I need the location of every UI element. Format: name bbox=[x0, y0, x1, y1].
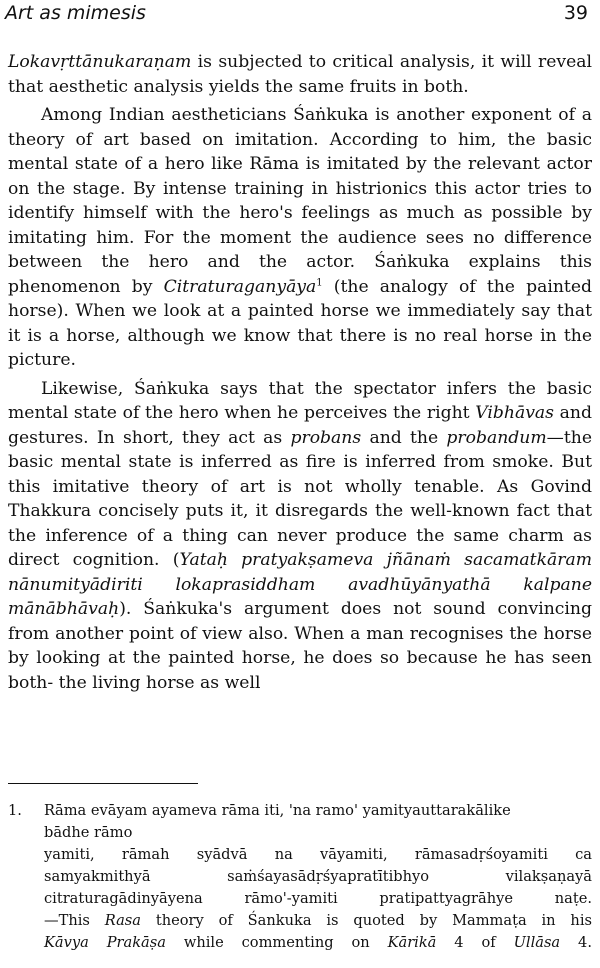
term-probandum: probandum bbox=[446, 427, 547, 448]
footnote-text: while commenting on bbox=[165, 934, 388, 951]
paragraph-2 bbox=[8, 103, 592, 373]
footnote-text: theory of Śankuka is quoted by Mammaṭa in his bbox=[140, 912, 592, 929]
term-kavya-prakasa: Kāvya Prakāṣa bbox=[44, 934, 166, 951]
footnote-text: —This bbox=[44, 912, 105, 929]
paragraph-3 bbox=[8, 377, 592, 696]
paragraph-1 bbox=[8, 50, 592, 99]
footnote-text: 4. bbox=[560, 934, 592, 951]
paragraph-1-text: is subjected to critical analysis, it will reveal that aesthetic analysis yields the same fruits in both. bbox=[8, 52, 592, 97]
paragraph-2-text-b: (the analogy of the painted horse). When we look at a painted horse we immediately say that it is a horse, although we know that there is no real horse in the picture. bbox=[8, 276, 592, 370]
footnote-line: yamiti, rāmah syādvā na vāyamiti, rāmasadṛśoyamiti ca bbox=[44, 846, 592, 863]
footnote-line: Rāma evāyam ayameva rāma iti, 'na ramo' yamityauttarakālike bbox=[44, 802, 511, 819]
paragraph-3-text-2: and gestures. In short, they act as bbox=[8, 403, 592, 448]
footnote-line bbox=[44, 932, 592, 954]
page-header bbox=[5, 2, 588, 28]
paragraph-3-text-4: —the basic mental state is inferred as fire is inferred from smoke. But this imitative theory of art is not wholly tenable. As Govind Thakkura concisely puts it, it disregards the well-known fact that the inference of a thing can never produce the same charm as direct cognition. ( bbox=[8, 427, 593, 570]
term-ullasa: Ullāsa bbox=[513, 934, 561, 951]
footnote-line: citraturagādinyāyena rāmo'-yamiti pratipattyagrāhye naṭe. bbox=[44, 890, 592, 907]
page-number: 39 bbox=[563, 2, 588, 24]
term-vibhavas: Vibhāvas bbox=[475, 403, 554, 423]
footnote-line: samyakmithyā saṁśayasādṛśyapratītibhyo vilakṣaṇayā bbox=[44, 868, 592, 885]
footnote-reference: 1 bbox=[316, 276, 323, 288]
term-rasa: Rasa bbox=[104, 912, 141, 929]
sanskrit-quotation: Yataḥ pratyakṣameva jñānaṁ sacamatkāram nānumityādiriti lokaprasiddham avadhūyānyathā kalpane mānābhāvaḥ bbox=[8, 550, 592, 619]
term-citraturaganyaya: Citraturaganyāya bbox=[163, 276, 317, 297]
footnote-1 bbox=[8, 800, 592, 954]
term-karika: Kārikā bbox=[387, 934, 437, 951]
footnote-line bbox=[44, 910, 592, 932]
paragraph-3-text-1: Likewise, Śaṅkuka says that the spectator infers the basic mental state of the hero when he perceives the right bbox=[8, 378, 592, 423]
running-title: Art as mimesis bbox=[5, 2, 146, 24]
term-lokavrttanukaranam: Lokavṛttānukaraṇam bbox=[8, 52, 192, 72]
footnote-separator bbox=[8, 783, 198, 784]
paragraph-2-text-a: Among Indian aestheticians Śaṅkuka is another exponent of a theory of art based on imitation. According to him, the basic mental state of a hero like Rāma is imitated by the relevant actor on the stage. By intense training in histrionics this actor tries to identify himself with the hero's feelings as much as possible by imitating him. For the moment the audience sees no difference between the hero and the actor. Śaṅkuka explains this phenomenon by bbox=[8, 105, 592, 297]
footnote-body bbox=[44, 800, 592, 954]
footnote-text: 4 of bbox=[436, 934, 514, 951]
paragraph-3-text-5: ). Śaṅkuka's argument does not sound convincing from another point of view also. When a man recognises the horse by looking at the painted horse, he does so because he has seen both- the living horse as well bbox=[8, 599, 592, 693]
term-probans: probans bbox=[290, 427, 362, 448]
paragraph-3-text-3: and the bbox=[361, 427, 447, 448]
body-text bbox=[8, 50, 592, 699]
footnote-line: bādhe rāmo bbox=[44, 824, 133, 841]
footnote-number: 1. bbox=[8, 802, 22, 819]
